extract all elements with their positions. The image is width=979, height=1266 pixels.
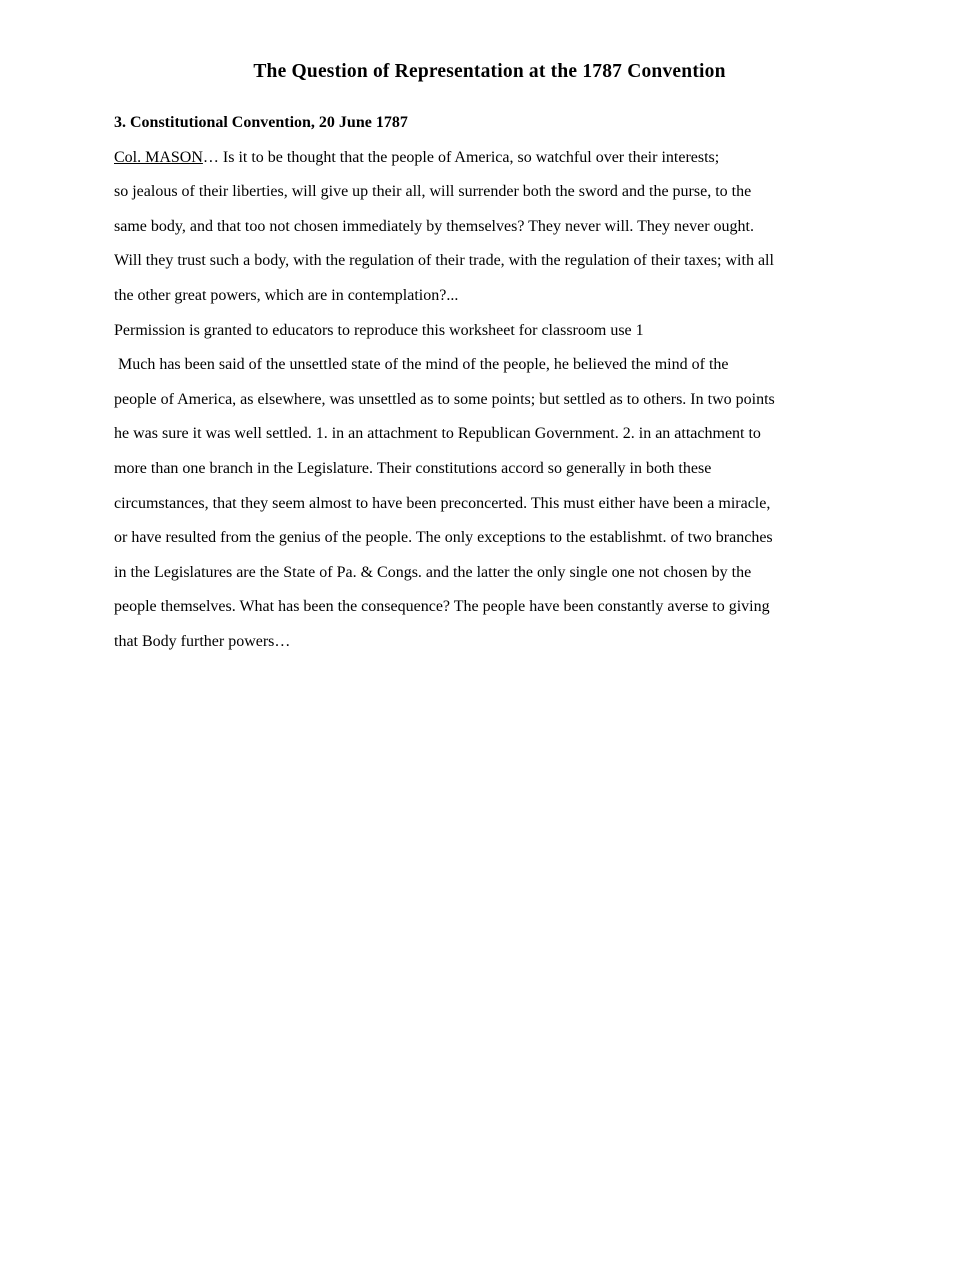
text-line: same body, and that too not chosen immediately by themselves? They never will. They never ought. [114, 217, 754, 235]
document-title: The Question of Representation at the 1787 Convention [253, 61, 726, 82]
text-line: in the Legislatures are the State of Pa. & Congs. and the latter the only single one not chosen by the [114, 563, 752, 581]
text-line: or have resulted from the genius of the people. The only exceptions to the establishmt. of two branches [114, 529, 773, 547]
text-line: so jealous of their liberties, will give up their all, will surrender both the sword and the purse, to the [114, 183, 752, 201]
text-line: that Body further powers… [114, 632, 291, 650]
text-line: more than one branch in the Legislature. Their constitutions accord so generally in both these [114, 459, 712, 477]
mason-excerpt-continuation [114, 175, 860, 313]
section-heading: 3. Constitutional Convention, 20 June 1787 [114, 114, 408, 131]
text-line: Much has been said of the unsettled state of the mind of the people, he believed the mind of the [114, 356, 729, 374]
text-line: Will they trust such a body, with the regulation of their trade, with the regulation of their taxes; with all [114, 252, 774, 270]
mason-excerpt-first-line [114, 141, 860, 176]
document-body [114, 106, 860, 660]
permission-note: Permission is granted to educators to reproduce this worksheet for classroom use 1 [114, 321, 644, 339]
text-line: the other great powers, which are in contemplation?... [114, 286, 459, 304]
second-excerpt [114, 348, 860, 659]
text-line: he was sure it was well settled. 1. in an attachment to Republican Government. 2. in an attachment to [114, 425, 761, 443]
text-line: people of America, as elsewhere, was unsettled as to some points; but settled as to others. In two points [114, 390, 775, 408]
mason-excerpt-first-line-text: … Is it to be thought that the people of America, so watchful over their interests; [202, 148, 720, 166]
text-line: people themselves. What has been the consequence? The people have been constantly averse to giving [114, 598, 770, 616]
text-line: circumstances, that they seem almost to have been preconcerted. This must either have been a miracle, [114, 494, 771, 512]
speaker-name: Col. MASON [114, 148, 203, 166]
